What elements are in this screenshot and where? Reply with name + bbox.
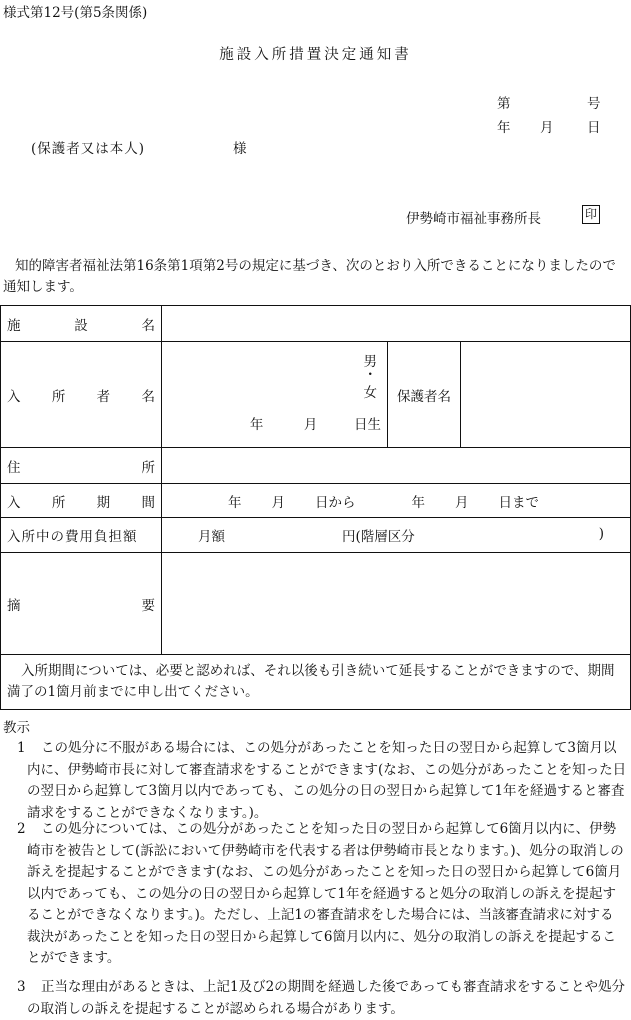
period-to-year: 年 (411, 494, 425, 511)
instruction-number: 3 (17, 979, 26, 995)
instruction-text: 正当な理由があるときは、上記1及び2の期間を経過した後であっても審査請求をすることや処分の取消しの訴えを提起することが認められる場合があります。 (27, 979, 626, 1017)
period-to-month: 月 (455, 494, 469, 511)
label-char: 入 (7, 388, 21, 405)
seal-stamp: 印 (582, 205, 600, 224)
instruction-item (3, 977, 627, 1020)
resident-name-field[interactable] (162, 342, 388, 448)
birth-day-label: 日生 (354, 417, 381, 433)
label-char: 住 (7, 459, 21, 476)
period-field[interactable] (162, 484, 631, 518)
birth-month-label: 月 (303, 417, 318, 433)
label-char: 所 (51, 494, 66, 511)
guardian-name-label: 保護者名 (388, 342, 461, 448)
resident-name-label (1, 342, 162, 448)
label-char: 設 (74, 317, 88, 334)
issue-date-line (497, 116, 601, 136)
address-row (1, 448, 631, 484)
instruction-number: 2 (17, 821, 26, 837)
instruction-item (3, 738, 627, 824)
label-char: 期 (96, 494, 111, 511)
instruction-item (3, 819, 627, 970)
summary-row (1, 553, 631, 655)
period-label (1, 484, 162, 518)
facility-row (1, 306, 631, 342)
period-row (1, 484, 631, 518)
label-char: 名 (141, 388, 155, 405)
label-char: 所 (51, 388, 66, 405)
label-char: 入 (7, 494, 21, 511)
address-field[interactable] (162, 448, 631, 484)
notice-body: 知的障害者福祉法第16条第1項第2号の規定に基づき、次のとおり入所できることになりましたので通知します。 (3, 258, 616, 295)
cost-close-paren: ) (598, 526, 605, 542)
issue-year-label: 年 (497, 120, 511, 136)
birthdate-line (162, 413, 387, 433)
number-prefix: 第 (497, 96, 511, 112)
document-number-line (497, 92, 601, 112)
gender-female: 女 (363, 385, 377, 401)
honorific-sama: 様 (233, 141, 247, 157)
cost-yen-label: 円(階層区分 (342, 529, 415, 545)
label-char: 者 (96, 388, 111, 405)
extension-note: 入所期間については、必要と認めれば、それ以後も引き続いて延長することができますので、期間満了の1箇月前までに申し出てください。 (1, 655, 631, 710)
instruction-number: 1 (17, 740, 26, 756)
issue-day-label: 日 (587, 120, 601, 136)
label-char: 間 (141, 494, 155, 511)
period-to-day: 日まで (498, 494, 539, 511)
cost-row (1, 518, 631, 553)
gender-separator: ・ (363, 367, 377, 383)
label-char: 施 (7, 317, 21, 334)
guardian-name-field[interactable] (461, 342, 631, 448)
addressee-label: (保護者又は本人) (31, 141, 146, 157)
period-from-year: 年 (228, 494, 242, 511)
address-label (1, 448, 162, 484)
gender-male: 男 (363, 354, 377, 370)
label-char: 摘 (7, 597, 21, 614)
instruction-text: この処分に不服がある場合には、この処分があったことを知った日の翌日から起算して3箇月以内に、伊勢崎市長に対して審査請求をすることができます(なお、この処分があったことを知った日の翌日から起算して3箇月以内であっても、この処分の日の翌日から起算して1年を経過すると審査請求をすることができなくなります。)。 (27, 740, 627, 821)
label-char: 所 (141, 459, 155, 476)
facility-field[interactable] (162, 306, 631, 342)
form-number: 様式第12号(第5条関係) (3, 5, 148, 21)
document-title: 施設入所措置決定通知書 (219, 47, 412, 63)
resident-row (1, 342, 631, 448)
summary-field[interactable] (162, 553, 631, 655)
note-row (1, 655, 631, 710)
number-suffix: 号 (587, 96, 601, 112)
summary-label (1, 553, 162, 655)
facility-label (1, 306, 162, 342)
instruction-text: この処分については、この処分があったことを知った日の翌日から起算して6箇月以内に、伊勢崎市を被告として(訴訟において伊勢崎市を代表する者は伊勢崎市長となります。)、処分の取消しの訴えを提起することができます(なお、この処分があったことを知った日の翌日から起算して6箇月以内であっても、この処分の日の翌日から起算して1年を経過すると処分の取消しの訴えを提起することができなくなります。)。ただし、上記1の審査請求をした場合には、当該審査請求に対する裁決があったことを知った日の翌日から起算して6箇月以内に、処分の取消しの訴えを提起することができます。 (27, 821, 624, 966)
cost-monthly-label: 月額 (198, 529, 225, 545)
label-char: 要 (141, 597, 155, 614)
label-char: 名 (141, 317, 155, 334)
placement-form-table (0, 305, 631, 710)
birth-year-label: 年 (249, 417, 264, 433)
cost-label: 入所中の費用負担額 (1, 518, 162, 553)
issue-month-label: 月 (540, 120, 554, 136)
instructions-heading: 教示 (3, 720, 30, 736)
period-from-month: 月 (271, 494, 285, 511)
issuer-name: 伊勢崎市福祉事務所長 (406, 211, 541, 227)
period-from-day: 日から (315, 494, 356, 511)
cost-field[interactable] (162, 518, 631, 553)
